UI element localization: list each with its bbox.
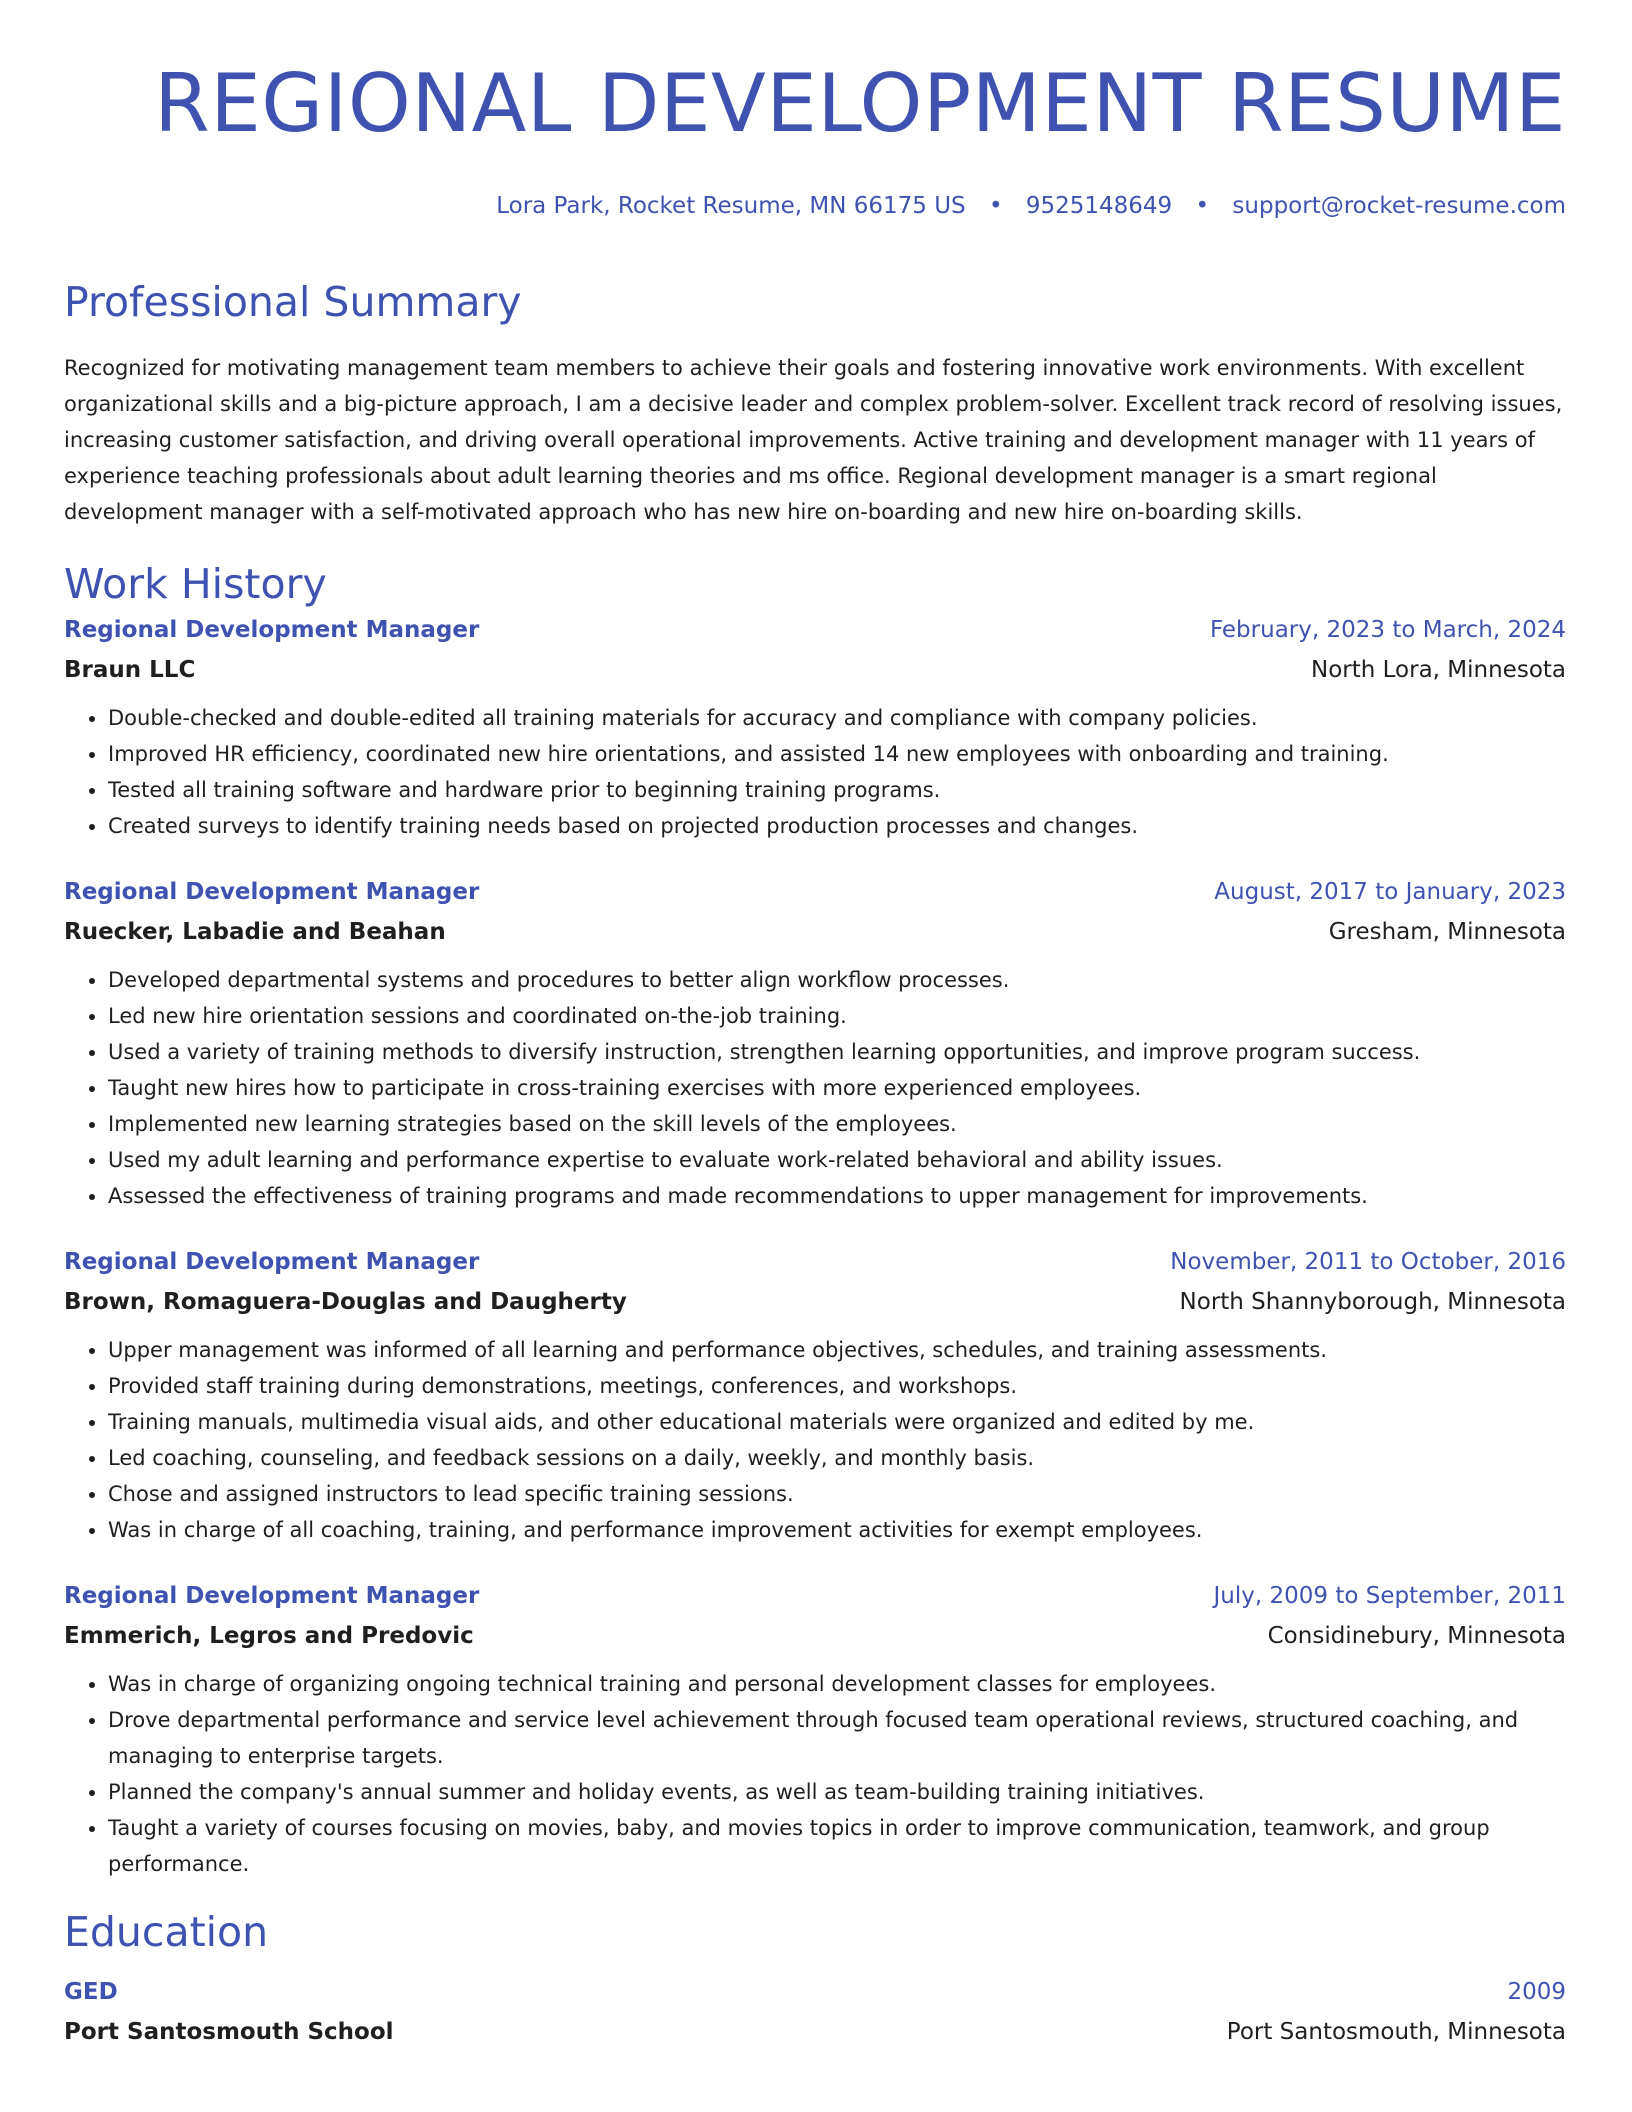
education-school-row bbox=[64, 2012, 1566, 2052]
summary-heading: Professional Summary bbox=[64, 278, 522, 326]
job-bullets bbox=[64, 1666, 1566, 1882]
job-company-row bbox=[64, 1616, 1566, 1656]
bullet-item: • Created surveys to identify training needs based on projected production processes and changes. bbox=[108, 808, 1566, 844]
school-location: Port Santosmouth, Minnesota bbox=[1226, 2019, 1566, 2045]
work-history-heading: Work History bbox=[64, 560, 327, 608]
job-location: North Shannyborough, Minnesota bbox=[1179, 1289, 1566, 1315]
bullet-item: • Drove departmental performance and service level achievement through focused team operational reviews, structured coaching, and managing to enterprise targets. bbox=[108, 1702, 1566, 1774]
contact-separator: • bbox=[988, 193, 1003, 219]
job-location: Gresham, Minnesota bbox=[1328, 919, 1566, 945]
bullet-item: • Double-checked and double-edited all training materials for accuracy and compliance with company policies. bbox=[108, 700, 1566, 736]
school-name: Port Santosmouth School bbox=[64, 2019, 394, 2045]
bullet-item: • Taught a variety of courses focusing on movies, baby, and movies topics in order to improve communication, teamwork, and group performance. bbox=[108, 1810, 1566, 1882]
degree: GED bbox=[64, 1979, 118, 2005]
bullet-item: • Planned the company's annual summer and holiday events, as well as team-building training initiatives. bbox=[108, 1774, 1566, 1810]
bullet-item: • Led new hire orientation sessions and coordinated on-the-job training. bbox=[108, 998, 1566, 1034]
job-company-row bbox=[64, 1282, 1566, 1322]
job-header-row bbox=[64, 872, 1566, 912]
bullet-item: • Led coaching, counseling, and feedback sessions on a daily, weekly, and monthly basis. bbox=[108, 1440, 1566, 1476]
summary-text: Recognized for motivating management team members to achieve their goals and fostering innovative work environments. With excellent organizational skills and a big-picture approach, I am a decisive leader and complex problem-solver. Excellent track record of resolving issues, increasing customer satisfaction, and driving overall operational improvements. Active training and development manager with 11 years of experience teaching professionals about adult learning theories and ms office. Regional development manager is a smart regional development manager with a self-motivated approach who has new hire on-boarding and new hire on-boarding skills. bbox=[64, 356, 1563, 524]
bullet-item: • Taught new hires how to participate in cross-training exercises with more experienced employees. bbox=[108, 1070, 1566, 1106]
job-bullets bbox=[64, 700, 1566, 844]
job-location: Considinebury, Minnesota bbox=[1267, 1623, 1566, 1649]
contact-phone: 9525148649 bbox=[1025, 193, 1173, 219]
company-name: Ruecker, Labadie and Beahan bbox=[64, 919, 446, 945]
job-entry bbox=[64, 872, 1566, 1214]
contact-email: support@rocket-resume.com bbox=[1232, 193, 1566, 219]
bullet-item: • Developed departmental systems and procedures to better align workflow processes. bbox=[108, 962, 1566, 998]
bullet-item: • Improved HR efficiency, coordinated new hire orientations, and assisted 14 new employees with onboarding and training. bbox=[108, 736, 1566, 772]
bullet-item: • Used a variety of training methods to diversify instruction, strengthen learning opportunities, and improve program success. bbox=[108, 1034, 1566, 1070]
contact-address: Lora Park, Rocket Resume, MN 66175 US bbox=[496, 193, 966, 219]
job-title: Regional Development Manager bbox=[64, 879, 480, 905]
job-company-row bbox=[64, 912, 1566, 952]
job-title: Regional Development Manager bbox=[64, 1583, 480, 1609]
job-header-row bbox=[64, 610, 1566, 650]
job-bullets bbox=[64, 1332, 1566, 1548]
contact-line bbox=[64, 190, 1566, 222]
education-year: 2009 bbox=[1507, 1979, 1566, 2005]
education-entry bbox=[64, 1972, 1566, 2052]
bullet-item: • Tested all training software and hardware prior to beginning training programs. bbox=[108, 772, 1566, 808]
job-header-row bbox=[64, 1576, 1566, 1616]
education-list bbox=[64, 1972, 1566, 2052]
education-heading: Education bbox=[64, 1908, 269, 1956]
bullet-item: • Assessed the effectiveness of training programs and made recommendations to upper management for improvements. bbox=[108, 1178, 1566, 1214]
resume-title: REGIONAL DEVELOPMENT RESUME bbox=[154, 57, 1566, 150]
job-dates: July, 2009 to September, 2011 bbox=[1213, 1583, 1566, 1609]
job-entry bbox=[64, 1242, 1566, 1548]
bullet-item: • Used my adult learning and performance expertise to evaluate work-related behavioral and ability issues. bbox=[108, 1142, 1566, 1178]
job-location: North Lora, Minnesota bbox=[1311, 657, 1566, 683]
company-name: Braun LLC bbox=[64, 657, 196, 683]
job-entry bbox=[64, 1576, 1566, 1882]
job-dates: February, 2023 to March, 2024 bbox=[1209, 617, 1566, 643]
job-entry bbox=[64, 610, 1566, 844]
bullet-item: • Implemented new learning strategies based on the skill levels of the employees. bbox=[108, 1106, 1566, 1142]
bullet-item: • Was in charge of organizing ongoing technical training and personal development classes for employees. bbox=[108, 1666, 1566, 1702]
bullet-item: • Provided staff training during demonstrations, meetings, conferences, and workshops. bbox=[108, 1368, 1566, 1404]
job-bullets bbox=[64, 962, 1566, 1214]
job-title: Regional Development Manager bbox=[64, 1249, 480, 1275]
work-history-list bbox=[64, 610, 1566, 1882]
job-dates: November, 2011 to October, 2016 bbox=[1170, 1249, 1566, 1275]
job-header-row bbox=[64, 1242, 1566, 1282]
job-title: Regional Development Manager bbox=[64, 617, 480, 643]
bullet-item: • Was in charge of all coaching, training, and performance improvement activities for exempt employees. bbox=[108, 1512, 1566, 1548]
bullet-item: • Upper management was informed of all learning and performance objectives, schedules, and training assessments. bbox=[108, 1332, 1566, 1368]
company-name: Brown, Romaguera-Douglas and Daugherty bbox=[64, 1289, 627, 1315]
bullet-item: • Chose and assigned instructors to lead specific training sessions. bbox=[108, 1476, 1566, 1512]
job-company-row bbox=[64, 650, 1566, 690]
company-name: Emmerich, Legros and Predovic bbox=[64, 1623, 474, 1649]
job-dates: August, 2017 to January, 2023 bbox=[1214, 879, 1566, 905]
contact-separator: • bbox=[1195, 193, 1210, 219]
bullet-item: • Training manuals, multimedia visual aids, and other educational materials were organized and edited by me. bbox=[108, 1404, 1566, 1440]
education-header-row bbox=[64, 1972, 1566, 2012]
